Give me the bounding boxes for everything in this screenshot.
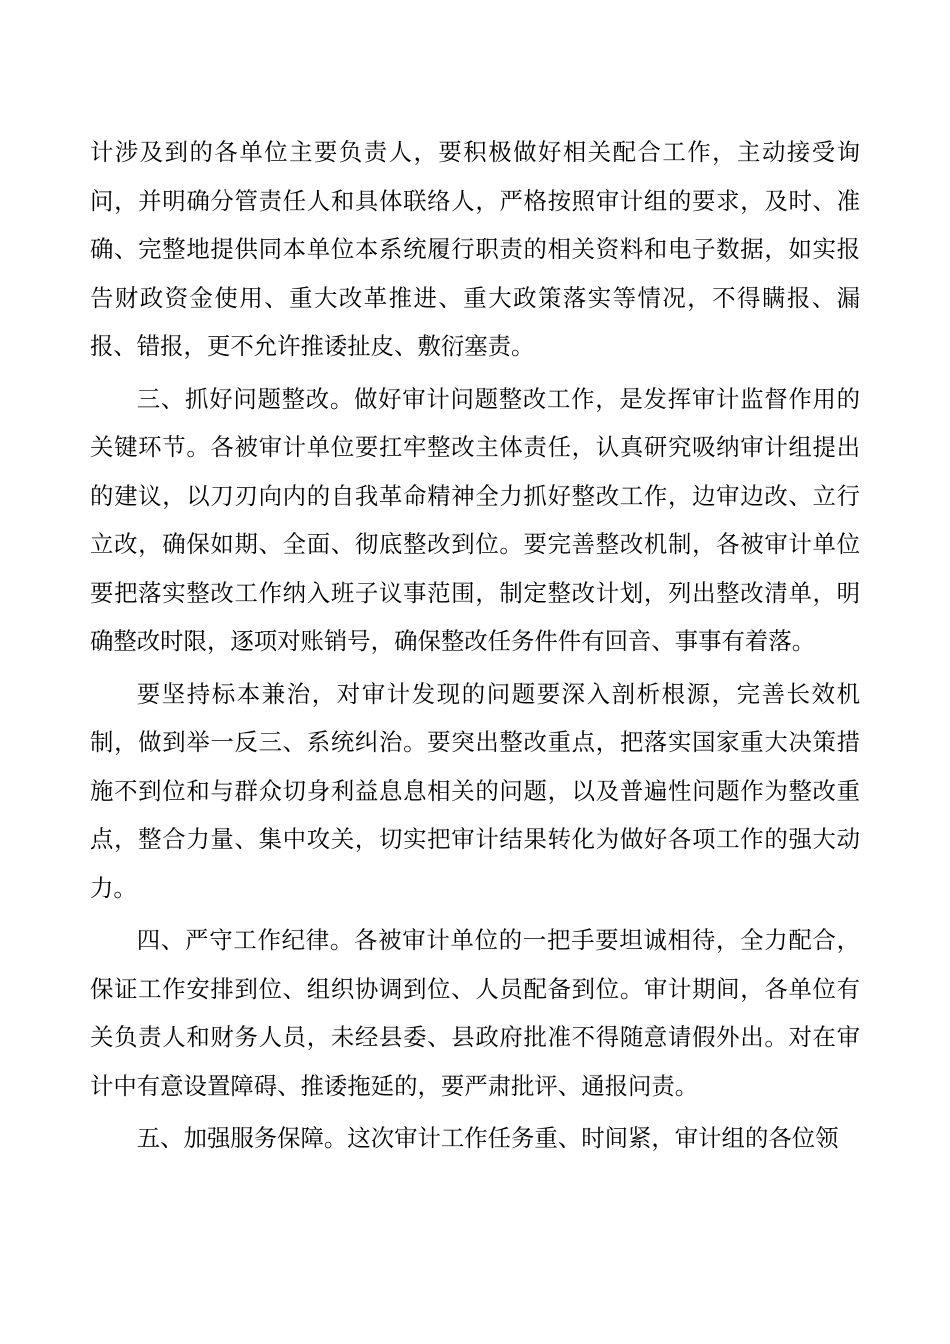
paragraph-continuation: 计涉及到的各单位主要负责人，要积极做好相关配合工作，主动接受询问，并明确分管责任人和具体联络人，严格按照审计组的要求，及时、准确、完整地提供同本单位本系统履行职责的相关资料和电子数据，如实报告财政资金使用、重大改革推进、重大政策落实等情况，不得瞒报、漏报、错报，更不允许推诿扯皮、敷衍塞责。	[90, 138, 860, 360]
paragraph-rectification: 三、抓好问题整改。做好审计问题整改工作，是发挥审计监督作用的关键环节。各被审计单位要扛牢整改主体责任，认真研究吸纳审计组提出的建议，以刀刃向内的自我革命精神全力抓好整改工作，边审边改、立行立改，确保如期、全面、彻底整改到位。要完善整改机制，各被审计单位要把落实整改工作纳入班子议事范围，制定整改计划，列出整改清单，明确整改时限，逐项对账销号，确保整改任务件件有回音、事事有着落。	[90, 384, 860, 655]
paragraph-service-support: 五、加强服务保障。这次审计工作任务重、时间紧，审计组的各位领	[136, 1124, 839, 1152]
document-body	[90, 128, 860, 1167]
paragraph-work-discipline: 四、严守工作纪律。各被审计单位的一把手要坦诚相待，全力配合，保证工作安排到位、组织协调到位、人员配备到位。审计期间，各单位有关负责人和财务人员，未经县委、县政府批准不得随意请假外出。对在审计中有意设置障碍、推诿拖延的，要严肃批评、通报问责。	[90, 926, 860, 1100]
paragraph-root-causes: 要坚持标本兼治，对审计发现的问题要深入剖析根源，完善长效机制，做到举一反三、系统纠治。要突出整改重点，把落实国家重大决策措施不到位和与群众切身利益息息相关的问题，以及普遍性问题作为整改重点，整合力量、集中攻关，切实把审计结果转化为做好各项工作的强大动力。	[90, 679, 860, 902]
